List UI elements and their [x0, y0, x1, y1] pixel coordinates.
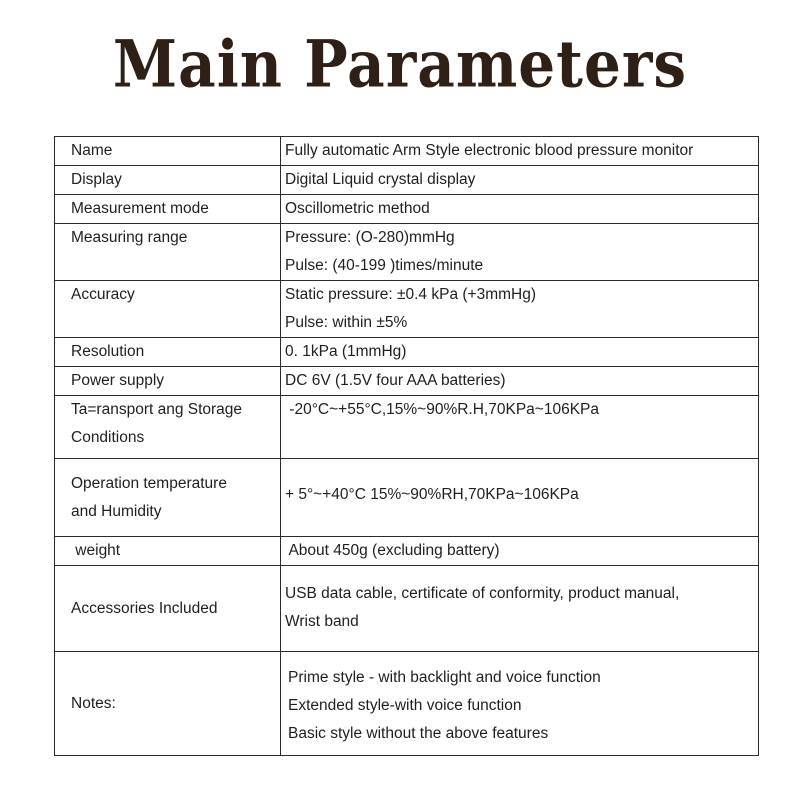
value-text: Static pressure: ±0.4 kPa (+3mmHg) [285, 286, 536, 303]
label-text: Name [71, 142, 113, 159]
label-text: Measurement mode [71, 200, 209, 217]
parameters-table [54, 136, 759, 756]
label-text: Ta=ransport ang Storage [71, 401, 243, 418]
row-label [55, 459, 281, 537]
label-text: Resolution [71, 343, 145, 360]
table-row [55, 166, 759, 195]
table-row [55, 367, 759, 396]
value-text: Extended style-with voice function [288, 697, 522, 714]
row-value [281, 367, 759, 396]
table-row [55, 137, 759, 166]
table-row [55, 224, 759, 281]
row-label [55, 396, 281, 459]
row-label [55, 338, 281, 367]
table-row [55, 652, 759, 756]
row-label [55, 281, 281, 338]
value-text: Wrist band [285, 613, 359, 630]
row-value [281, 166, 759, 195]
value-text: Oscillometric method [285, 200, 430, 217]
table-row [55, 195, 759, 224]
value-text: Fully automatic Arm Style electronic blood pressure monitor [285, 142, 694, 159]
label-text: Conditions [71, 429, 145, 446]
table-row [55, 396, 759, 459]
row-value [281, 537, 759, 566]
label-text: Accessories Included [71, 599, 218, 617]
row-value [281, 195, 759, 224]
row-label [55, 652, 281, 756]
label-text: and Humidity [71, 502, 162, 520]
row-label [55, 137, 281, 166]
row-label [55, 367, 281, 396]
label-text: Display [71, 171, 122, 188]
table-row [55, 537, 759, 566]
value-text: About 450g (excluding battery) [285, 542, 500, 559]
label-text: Accuracy [71, 286, 135, 303]
row-value [281, 396, 759, 459]
label-text: weight [71, 542, 121, 559]
row-value [281, 652, 759, 756]
value-text: Prime style - with backlight and voice function [288, 669, 601, 686]
value-text: Basic style without the above features [288, 725, 549, 742]
value-text: Pressure: (O-280)mmHg [285, 229, 455, 246]
row-label [55, 537, 281, 566]
row-value [281, 338, 759, 367]
row-label [55, 566, 281, 652]
label-text: Operation temperature [71, 474, 227, 492]
value-text: DC 6V (1.5V four AAA batteries) [285, 372, 506, 389]
row-value [281, 566, 759, 652]
value-text: -20°C~+55°C,15%~90%R.H,70KPa~106KPa [285, 401, 599, 418]
table-row [55, 566, 759, 652]
row-value [281, 137, 759, 166]
table-row [55, 459, 759, 537]
table-row [55, 281, 759, 338]
value-text: + 5°~+40°C 15%~90%RH,70KPa~106KPa [285, 486, 579, 503]
label-text: Power supply [71, 372, 165, 389]
row-value [281, 224, 759, 281]
label-text: Notes: [71, 694, 116, 712]
value-text: USB data cable, certificate of conformity, product manual, [285, 585, 680, 602]
value-text: Pulse: within ±5% [285, 314, 408, 331]
row-label [55, 195, 281, 224]
value-text: Pulse: (40-199 )times/minute [285, 257, 484, 274]
page-title: Main Parameters [112, 25, 688, 103]
label-text: Measuring range [71, 229, 188, 246]
value-text: 0. 1kPa (1mmHg) [285, 343, 407, 360]
row-label [55, 224, 281, 281]
row-label [55, 166, 281, 195]
row-value [281, 459, 759, 537]
table-row [55, 338, 759, 367]
row-value [281, 281, 759, 338]
value-text: Digital Liquid crystal display [285, 171, 476, 188]
